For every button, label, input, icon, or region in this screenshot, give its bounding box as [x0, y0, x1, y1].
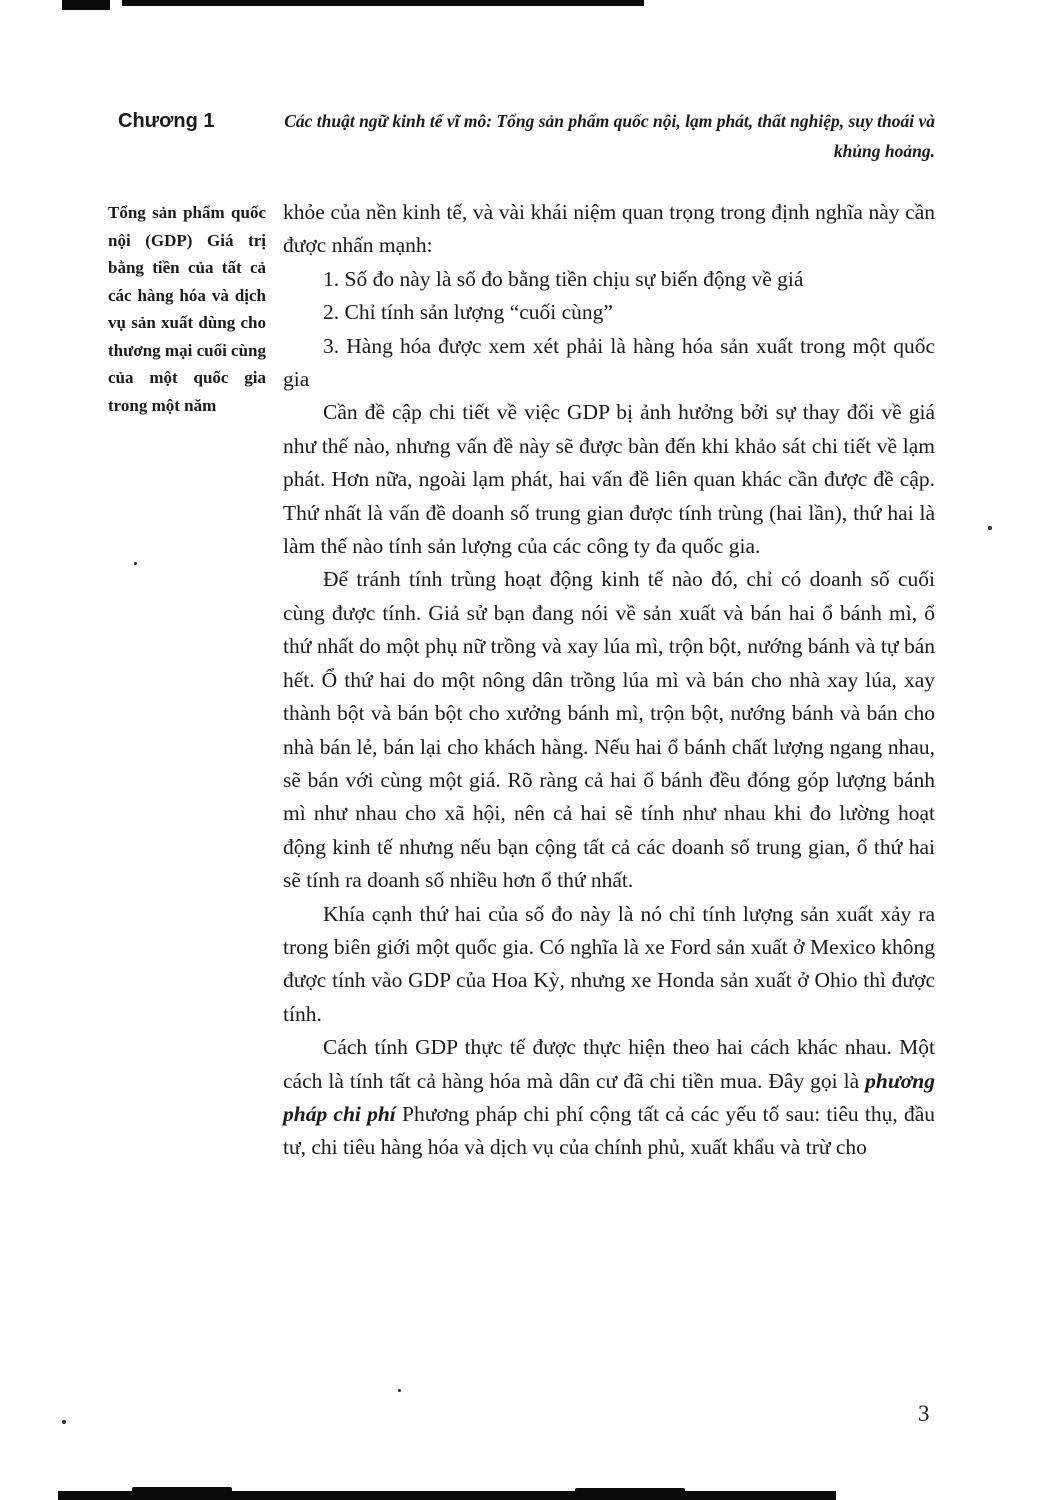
- chapter-title: [226, 106, 935, 166]
- running-head: [118, 106, 935, 166]
- body-paragraph-intro: khỏe của nền kinh tế, và vài khái niệm quan trọng trong định nghĩa này cần được nhấn mạnh:: [283, 200, 935, 258]
- body-paragraph-1: Cần đề cập chi tiết về việc GDP bị ảnh hưởng bởi sự thay đổi về giá như thế nào, nhưng vấn đề này sẽ được bàn đến khi khảo sát chi tiết về lạm phát. Hơn nữa, ngoài lạm phát, hai vấn đề liên quan khác cần được đề cập. Thứ nhất là vấn đề doanh số trung gian được tính trùng (hai lần), thứ hai là làm thế nào tính sản lượng của các công ty đa quốc gia.: [283, 400, 935, 559]
- page-number: 3: [918, 1401, 930, 1426]
- scan-artifact-bottom: [132, 1487, 232, 1500]
- scan-artifact-top: [122, 0, 644, 6]
- italic-term-expenditure-method: phương pháp chi phí: [283, 1068, 935, 1126]
- margin-note-definition: Giá trị bằng tiền của tất cả các hàng hóa và dịch vụ sản xuất dùng cho thương mại cuối cùng của một quốc gia trong một năm: [108, 230, 266, 415]
- paragraph-text-before: Cách tính GDP thực tế được thực hiện theo hai cách khác nhau. Một cách là tính tất cả hàng hóa mà dân cư đã chi tiền mua. Đây gọi là: [283, 1035, 935, 1093]
- numbered-list-item-3: 3. Hàng hóa được xem xét phải là hàng hóa sản xuất trong một quốc gia: [283, 333, 935, 392]
- scan-speck: [398, 1389, 401, 1392]
- margin-note-term: Tổng sản phẩm quốc nội (GDP): [108, 203, 266, 250]
- numbered-list-item-1: 1. Số đo này là số đo bằng tiền chịu sự biến động về giá: [323, 266, 804, 291]
- scan-artifact-top: [62, 0, 110, 10]
- chapter-title-line1: Các thuật ngữ kinh tế vĩ mô: Tổng sản phẩm quốc nội, lạm phát, thất nghiệp, suy thoái và: [284, 111, 935, 131]
- body-paragraph-3: Khía cạnh thứ hai của số đo này là nó chỉ tính lượng sản xuất xảy ra trong biên giới một quốc gia. Có nghĩa là xe Ford sản xuất ở Mexico không được tính vào GDP của Hoa Kỳ, nhưng xe Honda sản xuất ở Ohio thì được tính.: [283, 901, 935, 1026]
- numbered-list-item-2: 2. Chỉ tính sản lượng “cuối cùng”: [323, 300, 613, 325]
- content-area: [108, 196, 935, 1165]
- paragraph-text-after: Phương pháp chi phí cộng tất cả các yếu tố sau: tiêu thụ, đầu tư, chi tiêu hàng hóa và dịch vụ của chính phủ, xuất khẩu và trừ cho: [283, 1101, 935, 1160]
- scan-artifact-bottom: [575, 1488, 685, 1500]
- chapter-title-line2: khủng hoảng.: [833, 141, 935, 161]
- body-paragraph-2: Để tránh tính trùng hoạt động kinh tế nào đó, chỉ có doanh số cuối cùng được tính. Giả sử bạn đang nói về sản xuất và bán hai ổ bánh mì, ổ thứ nhất do một phụ nữ trồng và xay lúa mì, trộn bột, nướng bánh và tự bán hết. Ổ thứ hai do một nông dân trồng lúa mì và bán cho nhà xay lúa, xay thành bột và bán bột cho xưởng bánh mì, trộn bột, nướng bánh và bán cho nhà bán lẻ, bán lại cho khách hàng. Nếu hai ổ bánh chất lượng ngang nhau, sẽ bán với cùng một giá. Rõ ràng cả hai ổ bánh đều đóng góp lượng bánh mì như nhau cho xã hội, nên cả hai sẽ tính như nhau khi đo lường hoạt động kinh tế nhưng nếu bạn cộng tất cả các doanh số trung gian, ổ thứ hai sẽ tính ra doanh số nhiều hơn ổ thứ nhất.: [283, 567, 935, 893]
- body-text-column: [283, 196, 935, 1165]
- chapter-label: Chương 1: [118, 110, 215, 132]
- scan-speck: [62, 1420, 66, 1424]
- body-paragraph-4: [283, 1031, 935, 1165]
- scan-speck: [988, 526, 992, 530]
- margin-note-gdp-definition: [108, 196, 266, 419]
